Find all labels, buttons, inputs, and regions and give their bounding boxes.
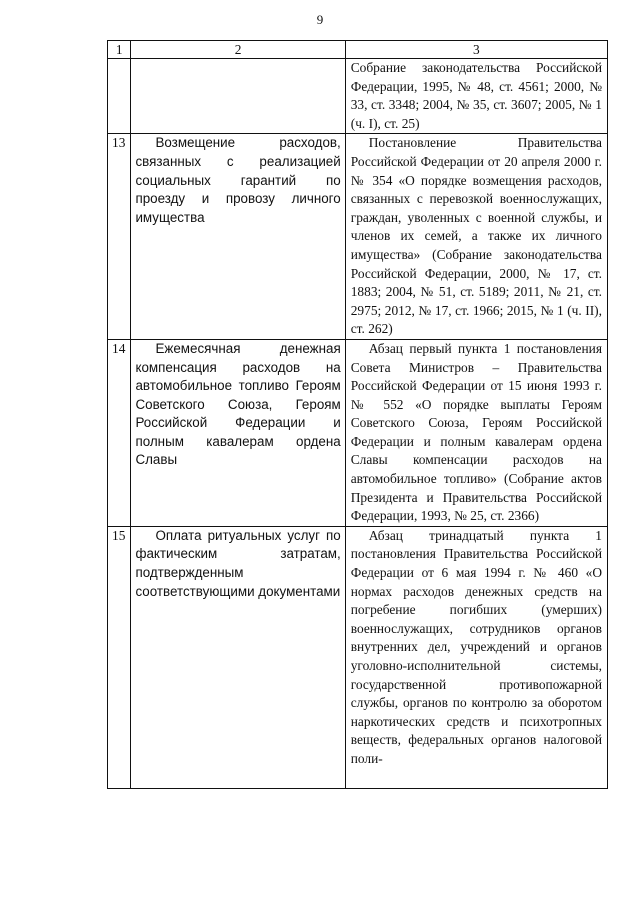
row-number (108, 59, 131, 134)
header-cell: 1 (108, 41, 131, 59)
row-source: Абзац первый пункта 1 постановления Совета Министров – Правительства Российской Федерации от 15 июня 1993 г. № 552 «О порядке выплаты Героям Советского Союза, Героям Российской Федерации и полным кавалерам ордена Славы компенсации расходов на автомобильное топливо» (Собрание актов Президента и Правительства Российской Федерации, 1993, № 25, ст. 2366) (345, 339, 607, 526)
row-description: Ежемесячная денежная компенсация расходов на автомобильное топливо Героям Советского Союза, Героям Российской Федерации и полным кавалерам ордена Славы (131, 339, 345, 526)
table-row (108, 59, 608, 134)
table-row (108, 339, 608, 526)
page-number: 9 (316, 12, 324, 27)
row-description (131, 59, 345, 134)
table-row (108, 526, 608, 788)
row-source-cell (345, 526, 607, 788)
legal-table (107, 40, 608, 789)
row-description: Оплата ритуальных услуг по фактическим затратам, подтвержденным соответствующими документами (131, 526, 345, 788)
row-source: Постановление Правительства Российской Федерации от 20 апреля 2000 г. № 354 «О порядке возмещения расходов, связанных с перевозкой военнослужащих, граждан, уволенных с военной службы, и членов их семей, а также их личного имущества» (Собрание законодательства Российской Федерации, 2000, № 17, ст. 1883; 2004, № 51, ст. 5189; 2011, № 21, ст. 2975; 2012, № 17, ст. 1966; 2015, № 1 (ч. II), ст. 262) (345, 134, 607, 340)
row-source: Абзац тринадцатый пункта 1 постановления Правительства Российской Федерации от 6 мая 1994 г. № 460 «О нормах расходов денежных средств на погребение погибших (умерших) военнослужащих, сотрудников органов внутренних дел, учреждений и органов уголовно-исполнительной системы, государственной противопожарной службы, органов по контролю за оборотом наркотических средств и психотропных веществ, федеральных органов налоговой поли- (350, 527, 602, 766)
header-cell: 2 (131, 41, 345, 59)
row-description: Возмещение расходов, связанных с реализацией социальных гарантий по проезду и провозу личного имущества (131, 134, 345, 340)
table-header-row (108, 41, 608, 59)
table-row (108, 134, 608, 340)
row-source: Собрание законодательства Российской Федерации, 1995, № 48, ст. 4561; 2000, № 33, ст. 3348; 2004, № 35, ст. 3607; 2005, № 1 (ч. I), ст. 25) (345, 59, 607, 134)
row-number: 14 (108, 339, 131, 526)
header-cell: 3 (345, 41, 607, 59)
row-number: 13 (108, 134, 131, 340)
row-number: 15 (108, 526, 131, 788)
